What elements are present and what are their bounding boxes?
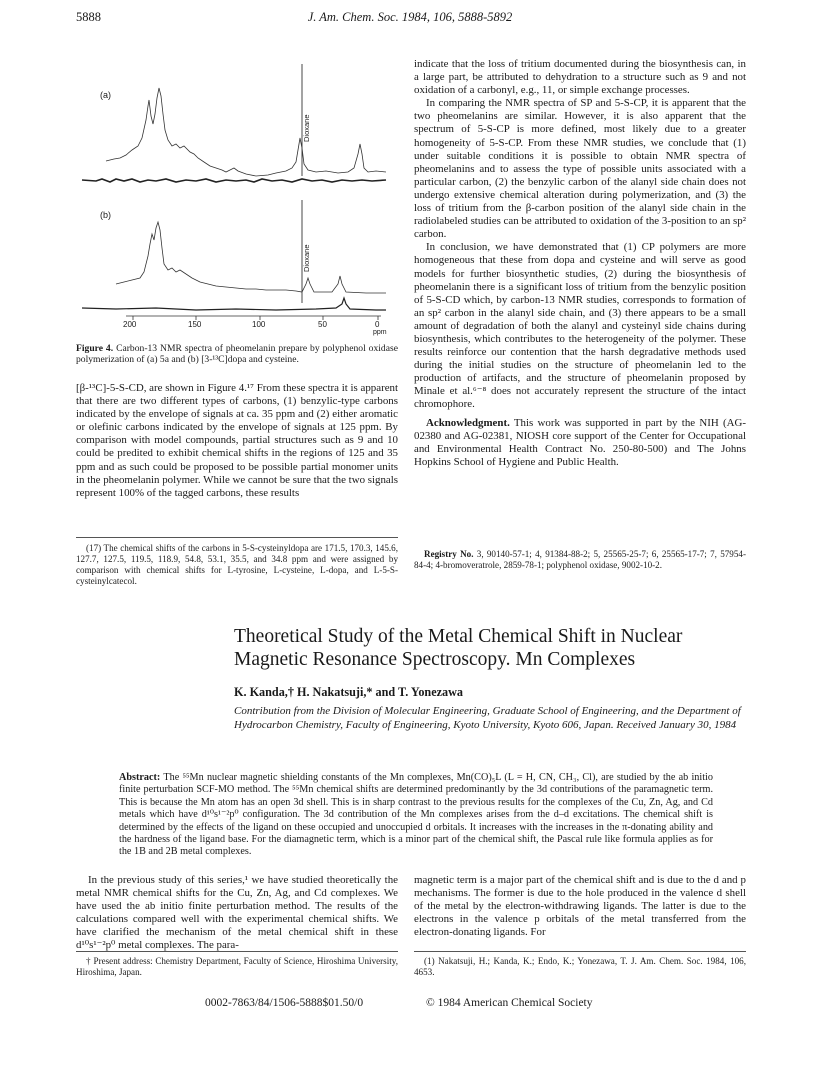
footnote-1-text: (1) Nakatsuji, H.; Kanda, K.; Endo, K.; Yonezawa, T. J. Am. Chem. Soc. 1984, 106, 4653. <box>414 956 746 977</box>
left-paragraph-1: [β-¹³C]-5-S-CD, are shown in Figure 4.¹⁷ From these spectra it is apparent that there are two different types of carbons, (1) benzylic-type carbons indicated by the envelope of signals at ca. 35 ppm and (2) either aromatic or olefinic carbons indicated by the envelope of signals at 125 ppm. By comparison with model compounds, partial structures such as 9 and 10 could be predited to exhibit chemical shifts in the regions of 125 and 35 ppm and as such could be proposed to be possible partial monomer units in the pheomelanin polymer. While we cannot be sure that the two signals represent 100% of the tagged carbons, these results <box>76 382 398 499</box>
article-authors: K. Kanda,† H. Nakatsuji,* and T. Yonezawa <box>234 685 464 699</box>
intro-left-paragraph: In the previous study of this series,¹ we have studied theoretically the metal NMR chemical shifts for the Cu, Zn, Ag, and Cd complexes. We have used the ab initio finite perturbation method. The results of the calculations compared well with the experimental chemical shifts. We have clarified the mechanism of the metal chemical shift in these d¹⁰s¹⁻²p⁰ metal complexes. The para- <box>76 874 398 952</box>
x-tick-50: 50 <box>318 320 327 329</box>
x-tick-150: 150 <box>188 320 202 329</box>
x-tick-0: 0 <box>375 320 380 329</box>
running-header: J. Am. Chem. Soc. 1984, 106, 5888-5892 <box>307 10 513 24</box>
intro-right-column <box>414 874 746 939</box>
right-paragraph-2: In comparing the NMR spectra of SP and 5-S-CP, it is apparent that the two pheomelanins are similar. However, it is also apparent that the spectrum of 5-S-CP is more defined, most likely due to a greater homogeneity of 5-S-CP. From these NMR studies, we conclude that (1) under suitable conditions it is possible to obtain NMR spectra of pheomelanins and to assess the type of possible units associated with a particular carbon, (2) the benzylic carbon of the alanyl side chain does not undergo extensive chemical alteration during polymerization, and (3) the loss of tritium from the β-carbon position of the alanyl side chain in the radiolabeled studies can be attributed to oxidation of the 3-position to an sp² carbon. <box>414 97 746 241</box>
figure-caption-text: Carbon-13 NMR spectra of pheomelanin prepare by polyphenol oxidase polymerization of (a) 5a and (b) [3-¹³C]dopa and cysteine. <box>76 343 398 366</box>
footnote-dagger-text: † Present address: Chemistry Department, Faculty of Science, Hiroshima University, Hiroshima, Japan. <box>76 956 398 977</box>
acknowledgment-label: Acknowledgment. <box>426 416 510 429</box>
spectrum-a-signal <box>106 88 386 176</box>
intro-left-column <box>76 874 398 953</box>
registry-label: Registry No. <box>424 549 474 559</box>
acknowledgment-text: This work was supported in part by the NIH (AG-02380 and AG-02381, NIOSH core support of the Center for Occupational and Environmental Health Contract No. 250-80-500) and The Johns Hopkins School of Hygiene and Public Health. <box>414 416 746 468</box>
article-title <box>234 625 754 671</box>
abstract-label: Abstract: <box>119 772 161 783</box>
x-tick-100: 100 <box>252 320 266 329</box>
nmr-spectra-svg <box>76 58 398 340</box>
dioxane-label-b: Dioxane <box>302 244 311 272</box>
footnote-17-text: (17) The chemical shifts of the carbons in 5-S-cysteinyldopa are 171.5, 170.3, 145.6, 127.7, 127.5, 119.5, 118.9, 54.8, 53.1, 35.5, and 34.8 ppm and were assigned by comparison with chemical shifts for L-tyrosine, L-cysteine, L-dopa, and L-5-S-cysteinylcatecol. <box>76 543 398 586</box>
spectrum-b-signal <box>116 222 386 293</box>
footer-copyright: © 1984 American Chemical Society <box>426 997 593 1009</box>
article-title-line-1: Theoretical Study of the Metal Chemical Shift in Nuclear <box>234 626 683 647</box>
panel-a-label: (a) <box>100 90 111 100</box>
spectrum-b-baseline <box>82 298 386 310</box>
footnote-divider-left-2 <box>76 951 398 952</box>
registry-text: 3, 90140-57-1; 4, 91384-88-2; 5, 25565-25-7; 6, 25565-17-7; 7, 57954-84-4; 4-bromoveratrole, 2859-78-1; polyphenol oxidase, 9002-10-2. <box>414 549 746 570</box>
footnote-dagger <box>76 956 398 978</box>
figure-caption <box>76 343 398 366</box>
registry-numbers <box>414 549 746 571</box>
footer-code: 0002-7863/84/1506-5888$01.50/0 <box>205 997 364 1009</box>
panel-b-label: (b) <box>100 210 111 220</box>
dioxane-label-a: Dioxane <box>302 114 311 142</box>
x-unit-label: ppm <box>373 329 387 336</box>
footnote-divider-left <box>76 537 398 538</box>
spectrum-a-baseline <box>82 179 386 182</box>
right-paragraph-3: In conclusion, we have demonstrated that (1) CP polymers are more homogeneous that these from dopa and cysteine and will serve as good models for further biosynthetic studies, (2) during the biosynthesis of pheomelanin there is a significant loss of tritium from the benzylic position of 5-S-CD which, by carbon-13 NMR studies, corresponds to formation of an sp² carbon in the alanyl side chain, and (3) there appears to be a small amount of degradation of both the alanyl and cysteinyl side chains during biosynthesis, which contributes to the heterogeneity of the polymer. These results reinforce our contention that the harsh degradative methods used during the initial studies on the structure of pheomelanin led to the production of artifacts, and the structure of pheomelanin proposed by Minale et al.⁶⁻⁸ does not accurately represent the structure of the intact chromophore. <box>414 241 746 411</box>
right-column-body <box>414 58 746 469</box>
page-number: 5888 <box>76 10 101 24</box>
acknowledgment-paragraph <box>414 417 746 469</box>
abstract-text: The ⁵⁵Mn nuclear magnetic shielding constants of the Mn complexes, Mn(CO)₅L (L = H, CN, CH₃, Cl), are studied by the ab initio finite perturbation SCF-MO method. The ⁵⁵Mn chemical shifts are determined predominantly by the 3d contributions of the paramagnetic term. This is because the Mn atom has an open 3d shell. This is in sharp contrast to the previous results for the complexes of the Cu, Zn, Ag, and Cd metals which have d¹⁰s¹⁻²p⁰ configuration. The 3d contribution of the Mn complexes arises from the d–d excitations. The chemical shift is determined by the effects of the ligand on these occupied and unoccupied d orbitals. It increases with the increases in the π-donating ability and the hardness of the ligand base. For the diamagnetic term, which is a minor part of the chemical shift, the Pascal rule like formula applies as for the 1B and 2B metal complexes. <box>119 772 713 858</box>
figure-4 <box>76 58 398 340</box>
footnote-1 <box>414 956 746 978</box>
figure-caption-label: Figure 4. <box>76 343 114 354</box>
abstract <box>119 772 713 859</box>
left-column-body <box>76 382 398 500</box>
intro-right-paragraph: magnetic term is a major part of the chemical shift and is due to the d and p mechanisms. The former is due to the hole produced in the valence d shell of the metal by the electron-withdrawing ligands. The latter is due to the electrons in the valence p orbitals of the metal transferred from the electron-donating ligands. For <box>414 874 746 939</box>
x-tick-200: 200 <box>123 320 137 329</box>
right-paragraph-1: indicate that the loss of tritium documented during the biosynthesis can, in a large part, be attributed to dehydration to a structure such as 9 and not oxidation of a carbonyl, e.g., 11, or simple exchange processes. <box>414 58 746 97</box>
article-title-line-2: Magnetic Resonance Spectroscopy. Mn Complexes <box>234 649 636 670</box>
article-affiliation: Contribution from the Division of Molecular Engineering, Graduate School of Engineering, and the Department of Hydrocarbon Chemistry, Faculty of Engineering, Kyoto University, Kyoto 606, Japan. Received January 30, 1984 <box>234 705 741 731</box>
footnote-17 <box>76 543 398 587</box>
footnote-divider-right <box>414 951 746 952</box>
